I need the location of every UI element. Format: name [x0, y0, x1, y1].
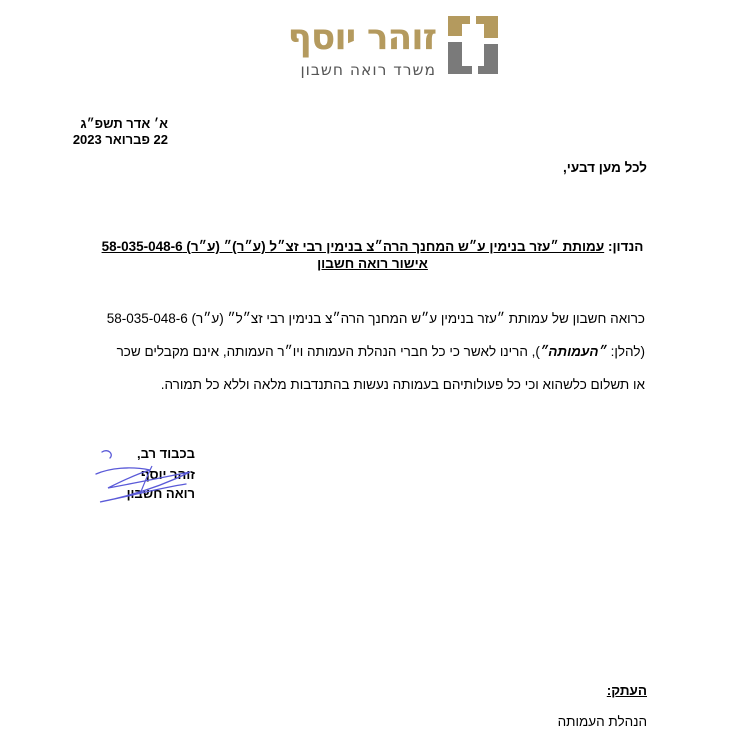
logo-mark-icon [448, 16, 498, 74]
date-hebrew: א׳ אדר תשפ״ג [80, 116, 168, 131]
body-line-2-pre: (להלן: [606, 344, 645, 359]
brand-name: זוהר יוסף [287, 17, 436, 58]
date-gregorian: 22 פברואר 2023 [72, 132, 168, 147]
signature-name: זוהר יוסף [140, 467, 195, 482]
subject-line-2: אישור רואה חשבון [317, 256, 428, 271]
signature-title: רואה חשבון [126, 486, 195, 501]
copy-label: העתק: [606, 683, 647, 698]
body-line-2-post: ), הרינו לאשר כי כל חברי הנהלת העמותה ויו״ר העמותה, אינם מקבלים שכר [116, 344, 540, 359]
handwritten-signature-icon [90, 444, 220, 506]
greeting: לכל מען דבעי, [563, 160, 647, 175]
body-line-2 [95, 335, 645, 368]
body-defined-term: ״העמותה״ [539, 344, 607, 359]
letterhead-logo [250, 16, 498, 82]
signature-block [90, 444, 220, 506]
letter-body [95, 302, 645, 401]
body-line-1: כרואה חשבון של עמותת ״עזר בנימין ע״ש המחנך הרה״צ בנימין רבי זצ״ל״ (ע״ר) 58-035-048-6 [106, 311, 645, 326]
copy-recipient: הנהלת העמותה [557, 714, 647, 729]
subject-label: הנדון: [607, 239, 644, 254]
subject [100, 238, 645, 272]
brand-subtitle: משרד רואה חשבון [300, 61, 436, 79]
body-line-3: או תשלום כלשהוא וכי כל פעולותיהם בעמותה נעשות בהתנדבות מלאה וללא כל תמורה. [160, 377, 645, 392]
subject-line-1: עמותת ״עזר בנימין ע״ש המחנך הרה״צ בנימין רבי זצ״ל (ע״ר)״ (ע״ר) 58-035-048-6 [101, 239, 605, 254]
signature-closing: בכבוד רב, [137, 446, 195, 461]
